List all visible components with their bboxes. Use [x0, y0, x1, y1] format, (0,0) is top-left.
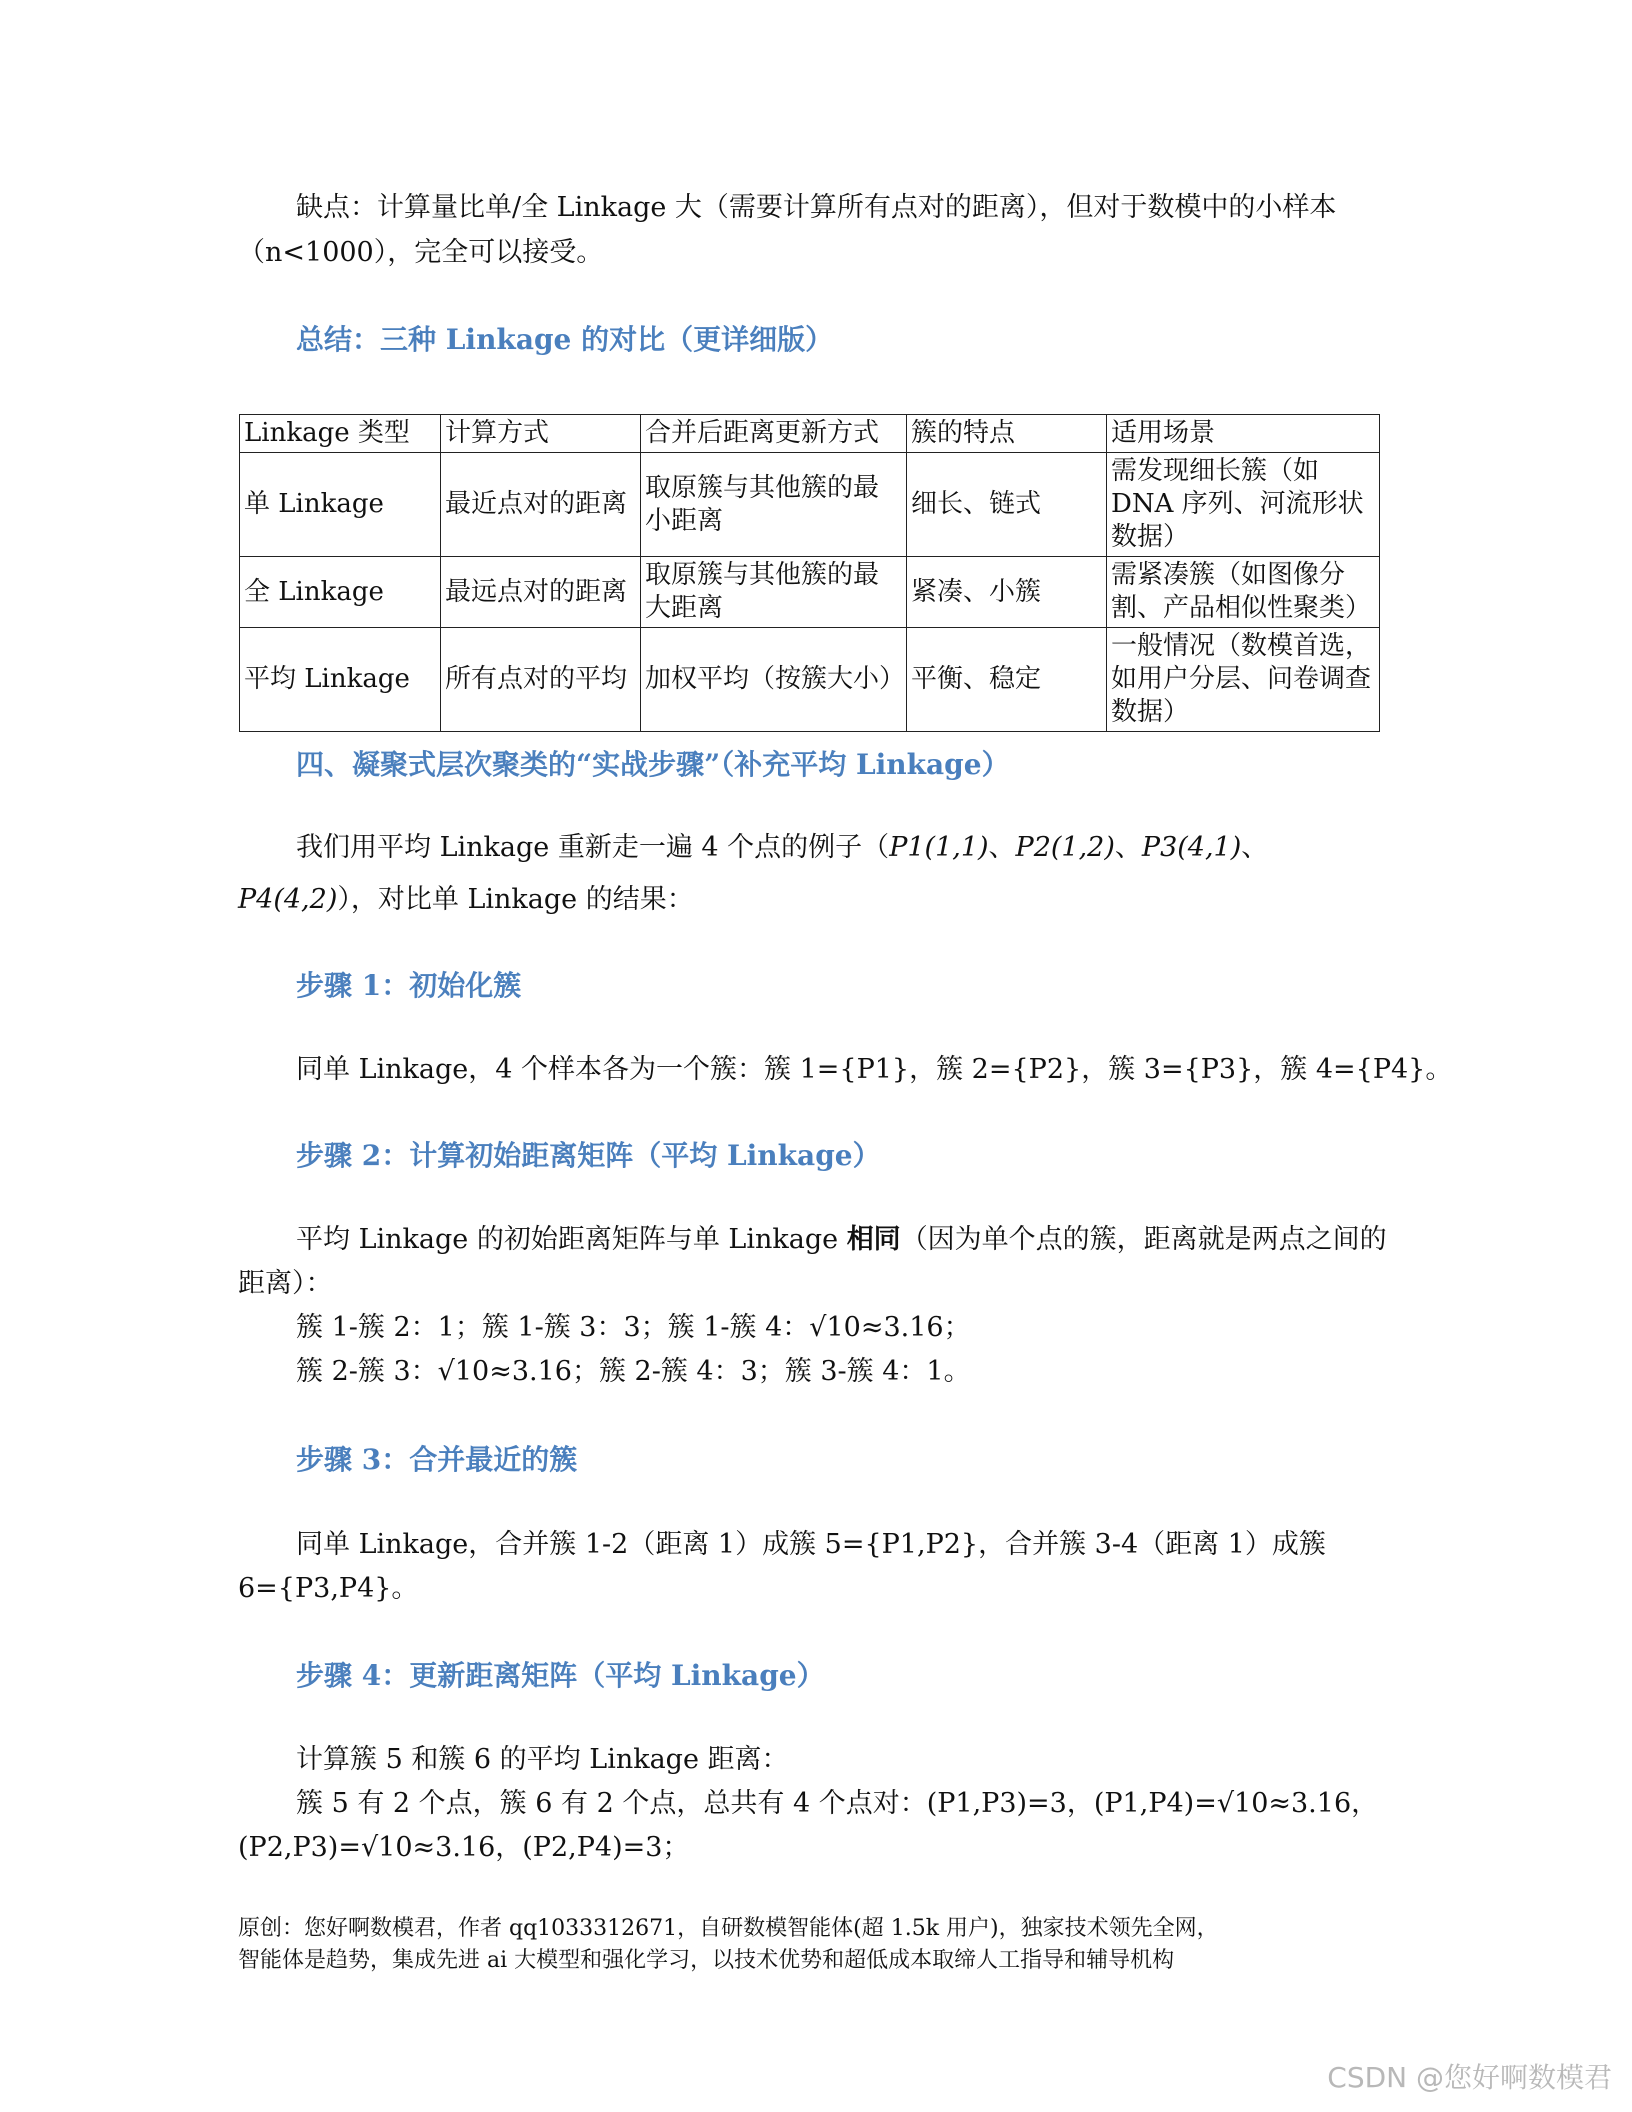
separator: 、	[1241, 832, 1269, 863]
section4-heading: 四、凝聚式层次聚类的“实战步骤”（补充平均 Linkage）	[296, 748, 1010, 781]
footer-line2: 智能体是趋势，集成先进 ai 大模型和强化学习，以技术优势和超低成本取缔人工指导和辅导机构	[238, 1948, 1175, 1973]
table-header-cell: 簇的特点	[907, 415, 1107, 453]
table-cell: 紧凑、小簇	[907, 557, 1107, 628]
step2-heading: 步骤 2：计算初始距离矩阵（平均 Linkage）	[296, 1139, 881, 1172]
step1-text: 同单 Linkage，4 个样本各为一个簇：簇 1={P1}，簇 2={P2}，簇 3={P3}，簇 4={P4}。	[296, 1054, 1453, 1085]
step3-line1: 同单 Linkage，合并簇 1-2（距离 1）成簇 5={P1,P2}，合并簇 3-4（距离 1）成簇	[296, 1529, 1326, 1560]
step3-line2: 6={P3,P4}。	[238, 1573, 419, 1604]
table-row	[240, 557, 1380, 628]
table-cell: 单 Linkage	[240, 453, 441, 557]
intro-text: 我们用平均 Linkage 重新走一遍 4 个点的例子（	[296, 832, 890, 863]
step4-heading: 步骤 4：更新距离矩阵（平均 Linkage）	[296, 1659, 825, 1692]
linkage-comparison-table	[239, 414, 1380, 732]
point-p4: P4(4,2)	[238, 884, 338, 915]
step2-line2: 距离）：	[238, 1268, 333, 1299]
summary-heading: 总结：三种 Linkage 的对比（更详细版）	[296, 323, 834, 356]
point-p3: P3(4,1)	[1141, 832, 1242, 863]
table-header-cell: 合并后距离更新方式	[641, 415, 907, 453]
intro-text: ），对比单 Linkage 的结果：	[337, 884, 694, 915]
table-cell: 平均 Linkage	[240, 628, 441, 732]
separator: 、	[988, 832, 1016, 863]
step2-line1	[296, 1218, 1436, 1262]
table-header-cell: 计算方式	[441, 415, 641, 453]
table-cell: 取原簇与其他簇的最小距离	[641, 453, 907, 557]
table-cell: 加权平均（按簇大小）	[641, 628, 907, 732]
table-cell: 细长、链式	[907, 453, 1107, 557]
table-header-cell: 适用场景	[1107, 415, 1380, 453]
table-cell: 所有点对的平均	[441, 628, 641, 732]
table-cell: 最远点对的距离	[441, 557, 641, 628]
step4-line2: 簇 5 有 2 个点，簇 6 有 2 个点，总共有 4 个点对：(P1,P3)=3，(P1,P4)=√10≈3.16，	[296, 1788, 1379, 1819]
step2-line3: 簇 1-簇 2：1；簇 1-簇 3：3；簇 1-簇 4：√10≈3.16；	[296, 1312, 971, 1343]
footer-note	[238, 1913, 1219, 1977]
table-row	[240, 628, 1380, 732]
step4-line3: (P2,P3)=√10≈3.16，(P2,P4)=3；	[238, 1832, 690, 1863]
footer-line1: 原创：您好啊数模君，作者 qq1033312671，自研数模智能体(超 1.5k 用户)，独家技术领先全网，	[238, 1916, 1219, 1941]
intro-line2	[238, 878, 1378, 922]
step1-heading: 步骤 1：初始化簇	[296, 969, 522, 1002]
table-cell: 需紧凑簇（如图像分割、产品相似性聚类）	[1107, 557, 1380, 628]
table-cell: 平衡、稳定	[907, 628, 1107, 732]
paragraph-disadvantage-line1: 缺点：计算量比单/全 Linkage 大（需要计算所有点对的距离），但对于数模中的小样本	[296, 192, 1337, 223]
intro-line1	[296, 826, 1436, 870]
step3-heading: 步骤 3：合并最近的簇	[296, 1443, 578, 1476]
step4-line1: 计算簇 5 和簇 6 的平均 Linkage 距离：	[296, 1744, 789, 1775]
step2-text: 平均 Linkage 的初始距离矩阵与单 Linkage	[296, 1224, 847, 1255]
table-cell: 需发现细长簇（如 DNA 序列、河流形状数据）	[1107, 453, 1380, 557]
table-cell: 取原簇与其他簇的最大距离	[641, 557, 907, 628]
point-p2: P2(1,2)	[1015, 832, 1115, 863]
table-header-row	[240, 415, 1380, 453]
table-cell: 一般情况（数模首选，如用户分层、问卷调查数据）	[1107, 628, 1380, 732]
step2-line4: 簇 2-簇 3：√10≈3.16；簇 2-簇 4：3；簇 3-簇 4：1。	[296, 1356, 971, 1387]
step2-text: （因为单个点的簇，距离就是两点之间的	[900, 1224, 1387, 1255]
table-row	[240, 453, 1380, 557]
paragraph-disadvantage-line2: （n<1000），完全可以接受。	[238, 237, 604, 268]
csdn-watermark: CSDN @您好啊数模君	[1327, 2061, 1612, 2094]
table-cell: 最近点对的距离	[441, 453, 641, 557]
table-header-cell: Linkage 类型	[240, 415, 441, 453]
table-cell: 全 Linkage	[240, 557, 441, 628]
point-p1: P1(1,1)	[889, 832, 989, 863]
separator: 、	[1114, 832, 1142, 863]
step2-emphasis: 相同	[846, 1224, 901, 1255]
